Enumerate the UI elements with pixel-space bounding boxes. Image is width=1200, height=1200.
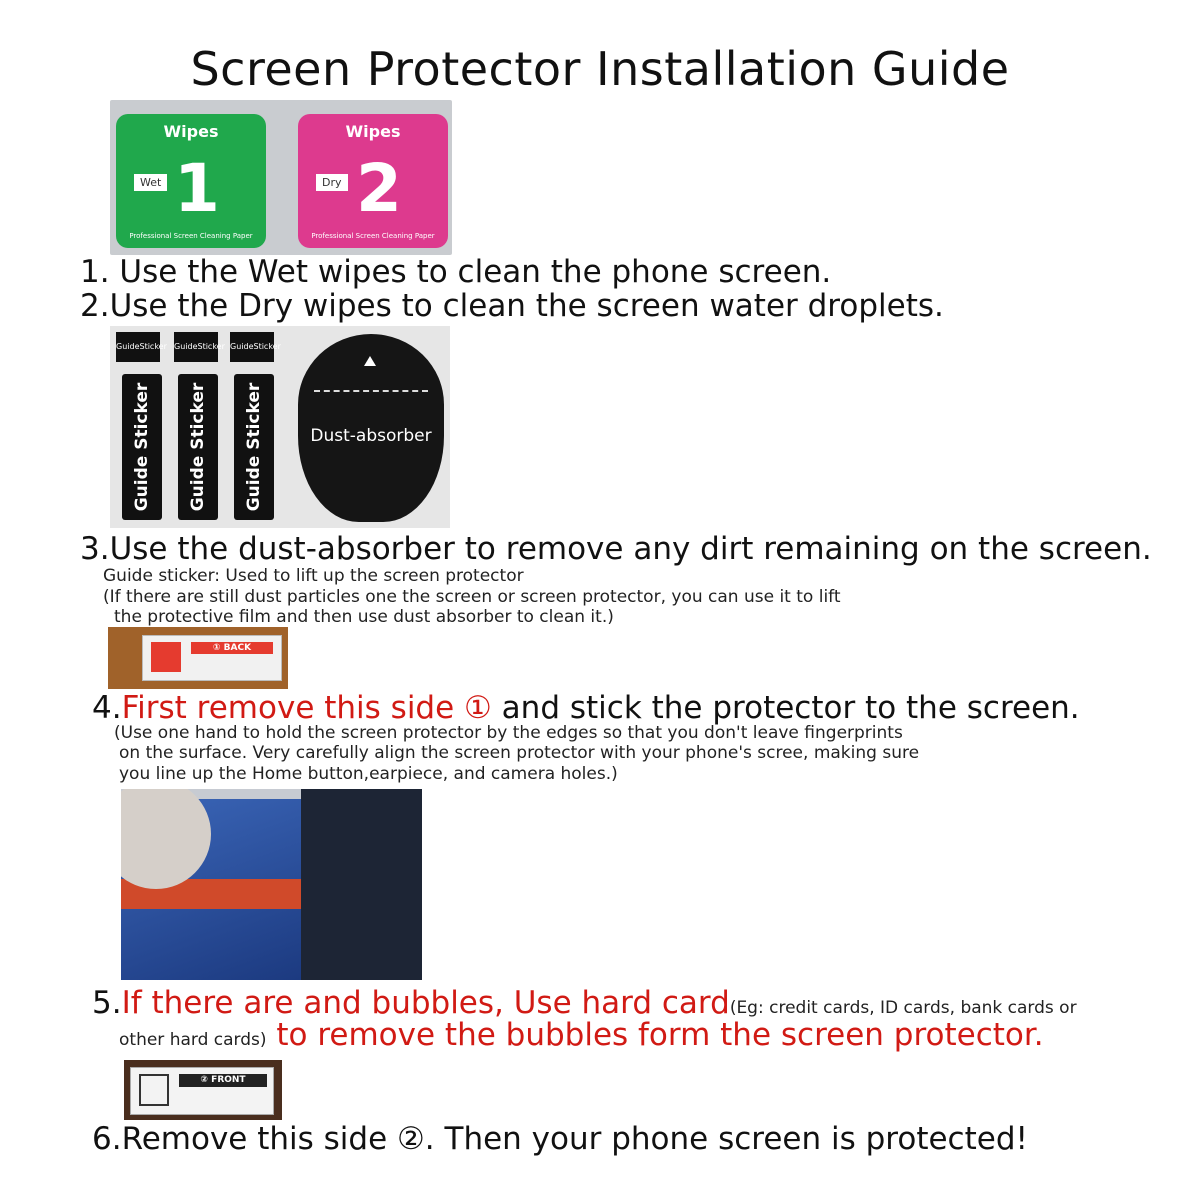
back-label-photo <box>108 627 288 689</box>
wipes-photo <box>110 100 452 255</box>
dry-wipe-foot: Professional Screen Cleaning Paper <box>311 232 435 240</box>
step-2: 2.Use the Dry wipes to clean the screen water droplets. <box>80 288 944 324</box>
step-3-note-2: (If there are still dust particles one the screen or screen protector, you can use it to lift <box>103 587 841 607</box>
guide-sticker-text: Guide Sticker <box>244 382 264 512</box>
screen-protector <box>301 789 422 980</box>
step-6: 6.Remove this side ②. Then your phone screen is protected! <box>92 1121 1028 1157</box>
step-5 <box>92 985 1077 1021</box>
step-5-highlight: If there are and bubbles, Use hard card <box>121 985 730 1021</box>
protector-icon <box>139 1074 169 1106</box>
guide-sticker-top: GuideSticker <box>174 332 218 362</box>
dust-absorber-label: Dust-absorber <box>310 426 432 446</box>
guide-sticker-strip <box>122 374 162 520</box>
dry-wipe-label: Wipes <box>345 122 401 141</box>
back-label <box>142 635 282 681</box>
guide-sticker-text: Guide Sticker <box>132 382 152 512</box>
front-label-text: ② FRONT <box>179 1074 267 1087</box>
guide-sticker-strip <box>234 374 274 520</box>
arrow-up-icon <box>364 356 376 366</box>
guide-sticker-top: GuideSticker <box>116 332 160 362</box>
page-title: Screen Protector Installation Guide <box>190 42 1010 96</box>
step-4-rest: and stick the protector to the screen. <box>491 690 1080 726</box>
step-5-highlight-2: to remove the bubbles form the screen protector. <box>266 1017 1044 1053</box>
wet-wipe-tag: Wet <box>134 174 167 191</box>
step-4-note-2: on the surface. Very carefully align the screen protector with your phone's scree, making sure <box>119 743 920 763</box>
kit-photo <box>110 326 450 528</box>
dust-absorber <box>298 334 444 522</box>
wet-wipe-packet <box>116 114 266 248</box>
step-4-number: 4. <box>92 690 122 726</box>
step-3-note-1: Guide sticker: Used to lift up the screen protector <box>103 566 524 586</box>
wet-wipe-label: Wipes <box>163 122 219 141</box>
guide-sticker-strip <box>178 374 218 520</box>
back-label-text: ① BACK <box>191 642 273 654</box>
dashed-line <box>314 390 428 392</box>
wet-wipe-foot: Professional Screen Cleaning Paper <box>129 232 253 240</box>
step-3-note-3: the protective film and then use dust absorber to clean it.) <box>114 607 614 627</box>
dry-wipe-tag: Dry <box>316 174 348 191</box>
step-5-small-2: other hard cards) <box>119 1030 267 1050</box>
step-5-small-1: (Eg: credit cards, ID cards, bank cards or <box>729 998 1077 1018</box>
dry-wipe-number: 2 <box>356 150 402 227</box>
step-4-note-3: you line up the Home button,earpiece, and camera holes.) <box>119 764 618 784</box>
step-3: 3.Use the dust-absorber to remove any dirt remaining on the screen. <box>80 531 1152 567</box>
phone-photo <box>121 789 422 980</box>
protector-icon <box>151 642 181 672</box>
dry-wipe-packet <box>298 114 448 248</box>
step-5-continued <box>119 1017 1044 1053</box>
guide-sticker-text: Guide Sticker <box>188 382 208 512</box>
front-label <box>130 1067 274 1115</box>
wet-wipe-number: 1 <box>174 150 220 227</box>
step-5-number: 5. <box>92 985 122 1021</box>
step-1: 1. Use the Wet wipes to clean the phone screen. <box>80 254 832 290</box>
step-4-note-1: (Use one hand to hold the screen protector by the edges so that you don't leave fingerprints <box>114 723 903 743</box>
guide-sticker-top: GuideSticker <box>230 332 274 362</box>
front-label-photo <box>124 1060 282 1120</box>
step-4 <box>92 690 1080 726</box>
step-4-highlight: First remove this side ① <box>121 690 492 726</box>
